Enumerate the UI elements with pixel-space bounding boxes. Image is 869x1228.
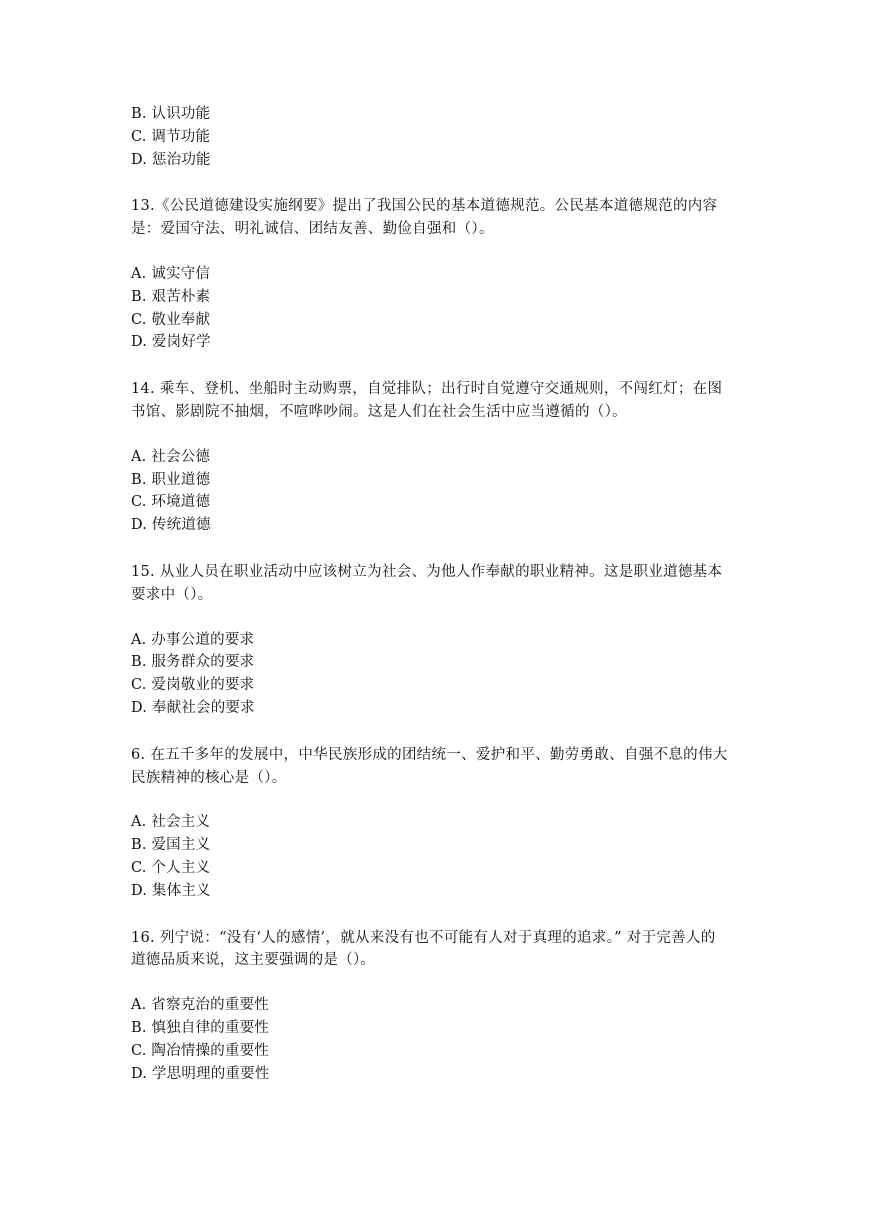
option-a: A. 诚实守信 xyxy=(131,265,211,282)
question-line: 15. 从业人员在职业活动中应该树立为社会、为他人作奉献的职业精神。这是职业道德基本 xyxy=(131,563,723,580)
question-line: 要求中（）。 xyxy=(131,586,213,603)
option-a: A. 省察克治的重要性 xyxy=(131,997,269,1014)
option-c: C. 环境道德 xyxy=(131,494,211,511)
option-a: A. 办事公道的要求 xyxy=(131,631,255,648)
question-line: 书馆、影剧院不抽烟，不喧哗吵闹。这是人们在社会生活中应当遵循的（）。 xyxy=(131,403,627,420)
option-d: D. 集体主义 xyxy=(131,882,211,899)
question-line: 是：爱国守法、明礼诚信、团结友善、勤俭自强和（）。 xyxy=(131,221,494,238)
question-15 xyxy=(131,561,741,720)
question-line: 14. 乘车、登机、坐船时主动购票，自觉排队；出行时自觉遵守交通规则，不闯红灯；在图 xyxy=(131,381,723,398)
question-6 xyxy=(131,744,741,903)
option-d: D. 学思明理的重要性 xyxy=(131,1065,270,1082)
option-b: B. 爱国主义 xyxy=(131,837,211,854)
option-d: D. 惩治功能 xyxy=(131,151,211,168)
question-13 xyxy=(131,195,741,354)
option-c: C. 敬业奉献 xyxy=(131,311,211,328)
option-list xyxy=(131,263,741,354)
option-b: B. 慎独自律的重要性 xyxy=(131,1019,270,1036)
option-c: C. 个人主义 xyxy=(131,859,211,876)
question-text xyxy=(131,561,741,607)
option-a: A. 社会主义 xyxy=(131,814,211,831)
question-line: 民族精神的核心是（）。 xyxy=(131,769,287,786)
option-c: C. 陶冶情操的重要性 xyxy=(131,1042,269,1059)
question-14 xyxy=(131,378,741,537)
option-c: C. 调节功能 xyxy=(131,128,211,145)
option-b: B. 职业道德 xyxy=(131,471,211,488)
leading-options xyxy=(131,103,741,171)
question-line: 16. 列宁说：“没有‘人的感情’，就从来没有也不可能有人对于真理的追求。” 对于完善人的 xyxy=(131,929,716,946)
document-page xyxy=(131,103,741,1085)
option-d: D. 奉献社会的要求 xyxy=(131,699,255,716)
question-text xyxy=(131,744,741,790)
question-line: 13.《公民道德建设实施纲要》提出了我国公民的基本道德规范。公民基本道德规范的内容 xyxy=(131,198,718,215)
question-text xyxy=(131,927,741,973)
option-list xyxy=(131,629,741,720)
option-b: B. 艰苦朴素 xyxy=(131,288,211,305)
question-text xyxy=(131,195,741,241)
option-list xyxy=(131,446,741,537)
option-a: A. 社会公德 xyxy=(131,448,211,465)
option-c: C. 爱岗敬业的要求 xyxy=(131,677,255,694)
option-list xyxy=(131,994,741,1085)
option-d: D. 爱岗好学 xyxy=(131,334,211,351)
question-line: 道德品质来说，这主要强调的是（）。 xyxy=(131,952,376,969)
option-list xyxy=(131,811,741,902)
option-b: B. 认识功能 xyxy=(131,106,211,122)
option-d: D. 传统道德 xyxy=(131,517,211,534)
question-line: 6. 在五千多年的发展中，中华民族形成的团结统一、爱护和平、勤劳勇敢、自强不息的伟大 xyxy=(131,746,728,763)
question-16 xyxy=(131,927,741,1086)
question-text xyxy=(131,378,741,424)
option-b: B. 服务群众的要求 xyxy=(131,654,255,671)
